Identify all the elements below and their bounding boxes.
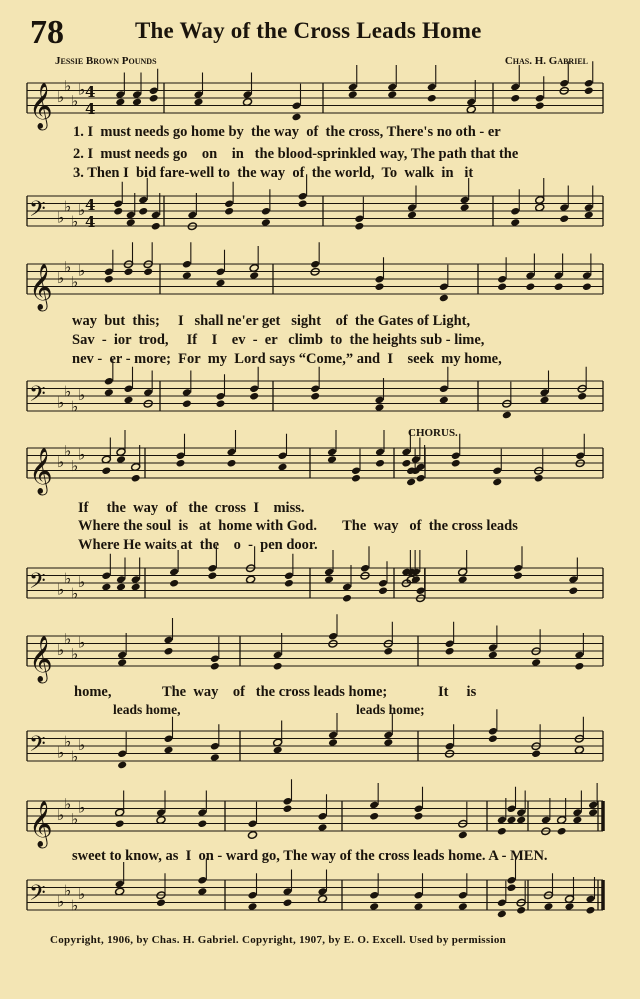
flat-icon: ♭ bbox=[64, 441, 72, 460]
note-head bbox=[557, 827, 567, 836]
staff-system-3-treble bbox=[0, 440, 640, 500]
note-head bbox=[117, 761, 127, 770]
flat-icon: ♭ bbox=[71, 896, 79, 915]
treble-clef-icon: 𝄞 bbox=[29, 636, 53, 682]
note-head bbox=[151, 222, 161, 231]
note-head bbox=[535, 101, 545, 110]
note-head bbox=[439, 294, 449, 303]
flat-icon: ♭ bbox=[57, 269, 65, 287]
note-head bbox=[342, 594, 352, 603]
note-head bbox=[351, 474, 361, 483]
note-head bbox=[298, 199, 308, 208]
note-head bbox=[249, 392, 259, 401]
note-head bbox=[284, 579, 294, 588]
lyric-line: nev - er - more; For my Lord says “Come,” and I seek my home, bbox=[72, 351, 502, 367]
lyric-line: Sav - ior trod, If I ev - er climb to the heights sub - lime, bbox=[72, 332, 485, 348]
note-head bbox=[568, 586, 578, 595]
time-signature-bottom: 4 bbox=[85, 213, 96, 231]
note-head bbox=[378, 586, 388, 595]
note-head bbox=[182, 399, 192, 408]
flat-icon: ♭ bbox=[57, 806, 65, 824]
staff-system-2-bass bbox=[0, 373, 640, 433]
note-head bbox=[554, 282, 564, 291]
note-head bbox=[582, 282, 592, 291]
note-head bbox=[197, 819, 207, 828]
treble-clef-icon: 𝄞 bbox=[29, 83, 53, 129]
flat-icon: ♭ bbox=[64, 382, 72, 401]
flat-icon: ♭ bbox=[78, 445, 86, 464]
time-signature-top: 4 bbox=[85, 83, 96, 101]
note-head bbox=[143, 267, 153, 276]
note-head bbox=[497, 282, 507, 291]
note-head bbox=[291, 113, 301, 122]
treble-clef-icon: 𝄞 bbox=[29, 448, 53, 494]
note-head bbox=[163, 647, 173, 656]
lyric-line: home, The way of the cross leads home; It is bbox=[74, 684, 477, 700]
note-head bbox=[458, 831, 468, 840]
treble-clef-icon: 𝄞 bbox=[29, 801, 53, 847]
note-head bbox=[375, 459, 385, 468]
note-head bbox=[488, 734, 498, 743]
flat-icon: ♭ bbox=[64, 197, 72, 216]
flat-icon: ♭ bbox=[57, 88, 65, 106]
hymn-author: Jessie Brown Pounds bbox=[55, 55, 157, 67]
note-head bbox=[104, 275, 114, 284]
note-head bbox=[175, 459, 185, 468]
lyric-line: 2. I must needs go on in the blood-sprinkled way, The path that the bbox=[73, 146, 519, 162]
flat-icon: ♭ bbox=[78, 736, 86, 754]
note-head bbox=[210, 662, 220, 671]
note-head bbox=[525, 282, 535, 291]
note-head bbox=[416, 474, 426, 483]
lyric-line: sweet to know, as I on - ward go, The way of the cross leads home. A - MEN. bbox=[72, 848, 548, 864]
flat-icon: ♭ bbox=[57, 393, 65, 412]
note-head bbox=[224, 207, 234, 216]
note-head bbox=[383, 647, 393, 656]
flat-icon: ♭ bbox=[78, 261, 86, 280]
note-head bbox=[401, 459, 411, 468]
bass-clef-icon: 𝄢 bbox=[29, 881, 46, 911]
lyric-line: leads home, leads home; bbox=[113, 702, 425, 717]
flat-icon: ♭ bbox=[71, 644, 79, 663]
hymn-title: The Way of the Cross Leads Home bbox=[135, 18, 482, 43]
flat-icon: ♭ bbox=[78, 798, 86, 817]
note-head bbox=[559, 214, 569, 223]
note-head bbox=[510, 94, 520, 103]
note-head bbox=[354, 222, 364, 231]
flat-icon: ♭ bbox=[57, 641, 65, 659]
staff-system-2-treble bbox=[0, 256, 640, 316]
flat-icon: ♭ bbox=[78, 201, 86, 219]
flat-icon: ♭ bbox=[71, 212, 79, 231]
chorus-label: CHORUS. bbox=[408, 427, 458, 439]
hymn-composer: Chas. H. Gabriel bbox=[504, 55, 588, 67]
note-head bbox=[427, 94, 437, 103]
note-head bbox=[497, 827, 507, 836]
hymn-number: 78 bbox=[30, 14, 64, 51]
note-head bbox=[492, 478, 502, 487]
note-head bbox=[413, 812, 423, 821]
bass-clef-icon: 𝄢 bbox=[29, 382, 46, 412]
note-head bbox=[502, 411, 512, 420]
staff-system-4-treble bbox=[0, 628, 640, 688]
note-head bbox=[207, 571, 217, 580]
staff-system-3-bass bbox=[0, 560, 640, 620]
time-signature-top: 4 bbox=[85, 196, 96, 214]
note-head bbox=[369, 812, 379, 821]
note-head bbox=[445, 647, 455, 656]
note-head bbox=[215, 399, 225, 408]
note-head bbox=[138, 207, 148, 216]
flat-icon: ♭ bbox=[64, 881, 72, 900]
lyric-line: If the way of the cross I miss. bbox=[78, 500, 305, 516]
note-head bbox=[584, 86, 594, 95]
note-head bbox=[247, 831, 257, 840]
flat-icon: ♭ bbox=[57, 892, 65, 911]
note-head bbox=[534, 474, 544, 483]
note-head bbox=[113, 207, 123, 216]
staff-system-1-bass bbox=[0, 188, 640, 248]
flat-icon: ♭ bbox=[71, 747, 79, 766]
flat-icon: ♭ bbox=[78, 885, 86, 903]
staff-system-4-bass bbox=[0, 723, 640, 783]
note-head bbox=[574, 662, 584, 671]
flat-icon: ♭ bbox=[71, 91, 79, 110]
flat-icon: ♭ bbox=[78, 573, 86, 591]
note-head bbox=[497, 910, 507, 919]
bass-clef-icon: 𝄢 bbox=[29, 197, 46, 227]
note-head bbox=[101, 466, 111, 475]
time-signature-bottom: 4 bbox=[85, 100, 96, 118]
note-head bbox=[374, 282, 384, 291]
note-head bbox=[123, 267, 133, 276]
flat-icon: ♭ bbox=[57, 208, 65, 227]
note-head bbox=[149, 94, 159, 103]
note-head bbox=[516, 906, 526, 915]
lyric-line: Where He waits at the o - pen door. bbox=[78, 537, 318, 553]
flat-icon: ♭ bbox=[57, 743, 65, 762]
staff-system-5-treble bbox=[0, 793, 640, 853]
note-head bbox=[282, 804, 292, 813]
note-head bbox=[531, 749, 541, 758]
lyric-line: 3. Then I bid fare-well to the way of the world, To walk in it bbox=[73, 165, 474, 181]
flat-icon: ♭ bbox=[64, 732, 72, 751]
lyric-line: 1. I must needs go home by the way of the cross, There's no oth - er bbox=[73, 124, 501, 140]
note-head bbox=[506, 883, 516, 892]
flat-icon: ♭ bbox=[57, 580, 65, 599]
staff-system-5-bass bbox=[0, 872, 640, 932]
flat-icon: ♭ bbox=[78, 386, 86, 404]
note-head bbox=[282, 898, 292, 907]
lyric-line: Where the soul is at home with God. The way of the cross leads bbox=[78, 518, 518, 534]
note-head bbox=[131, 474, 141, 483]
note-head bbox=[156, 898, 166, 907]
flat-icon: ♭ bbox=[78, 633, 86, 652]
lyric-line: way but this; I shall ne'er get sight of the Gates of Light, bbox=[72, 313, 471, 329]
note-head bbox=[226, 459, 236, 468]
flat-icon: ♭ bbox=[64, 76, 72, 95]
note-head bbox=[451, 459, 461, 468]
note-head bbox=[577, 392, 587, 401]
flat-icon: ♭ bbox=[78, 80, 86, 99]
flat-icon: ♭ bbox=[64, 794, 72, 813]
flat-icon: ♭ bbox=[57, 453, 65, 471]
note-head bbox=[513, 571, 523, 580]
note-head bbox=[585, 906, 595, 915]
flat-icon: ♭ bbox=[71, 809, 79, 828]
treble-clef-icon: 𝄞 bbox=[29, 264, 53, 310]
copyright-notice: Copyright, 1906, by Chas. H. Gabriel. Copyright, 1907, by E. O. Excell. Used by permission bbox=[50, 934, 507, 946]
flat-icon: ♭ bbox=[64, 629, 72, 648]
note-head bbox=[310, 392, 320, 401]
note-head bbox=[273, 662, 283, 671]
flat-icon: ♭ bbox=[71, 397, 79, 416]
bass-clef-icon: 𝄢 bbox=[29, 732, 46, 762]
flat-icon: ♭ bbox=[71, 584, 79, 603]
flat-icon: ♭ bbox=[71, 272, 79, 291]
flat-icon: ♭ bbox=[71, 456, 79, 475]
flat-icon: ♭ bbox=[64, 257, 72, 276]
flat-icon: ♭ bbox=[64, 569, 72, 588]
note-head bbox=[115, 819, 125, 828]
note-head bbox=[169, 579, 179, 588]
note-head bbox=[406, 478, 416, 487]
bass-clef-icon: 𝄢 bbox=[29, 569, 46, 599]
